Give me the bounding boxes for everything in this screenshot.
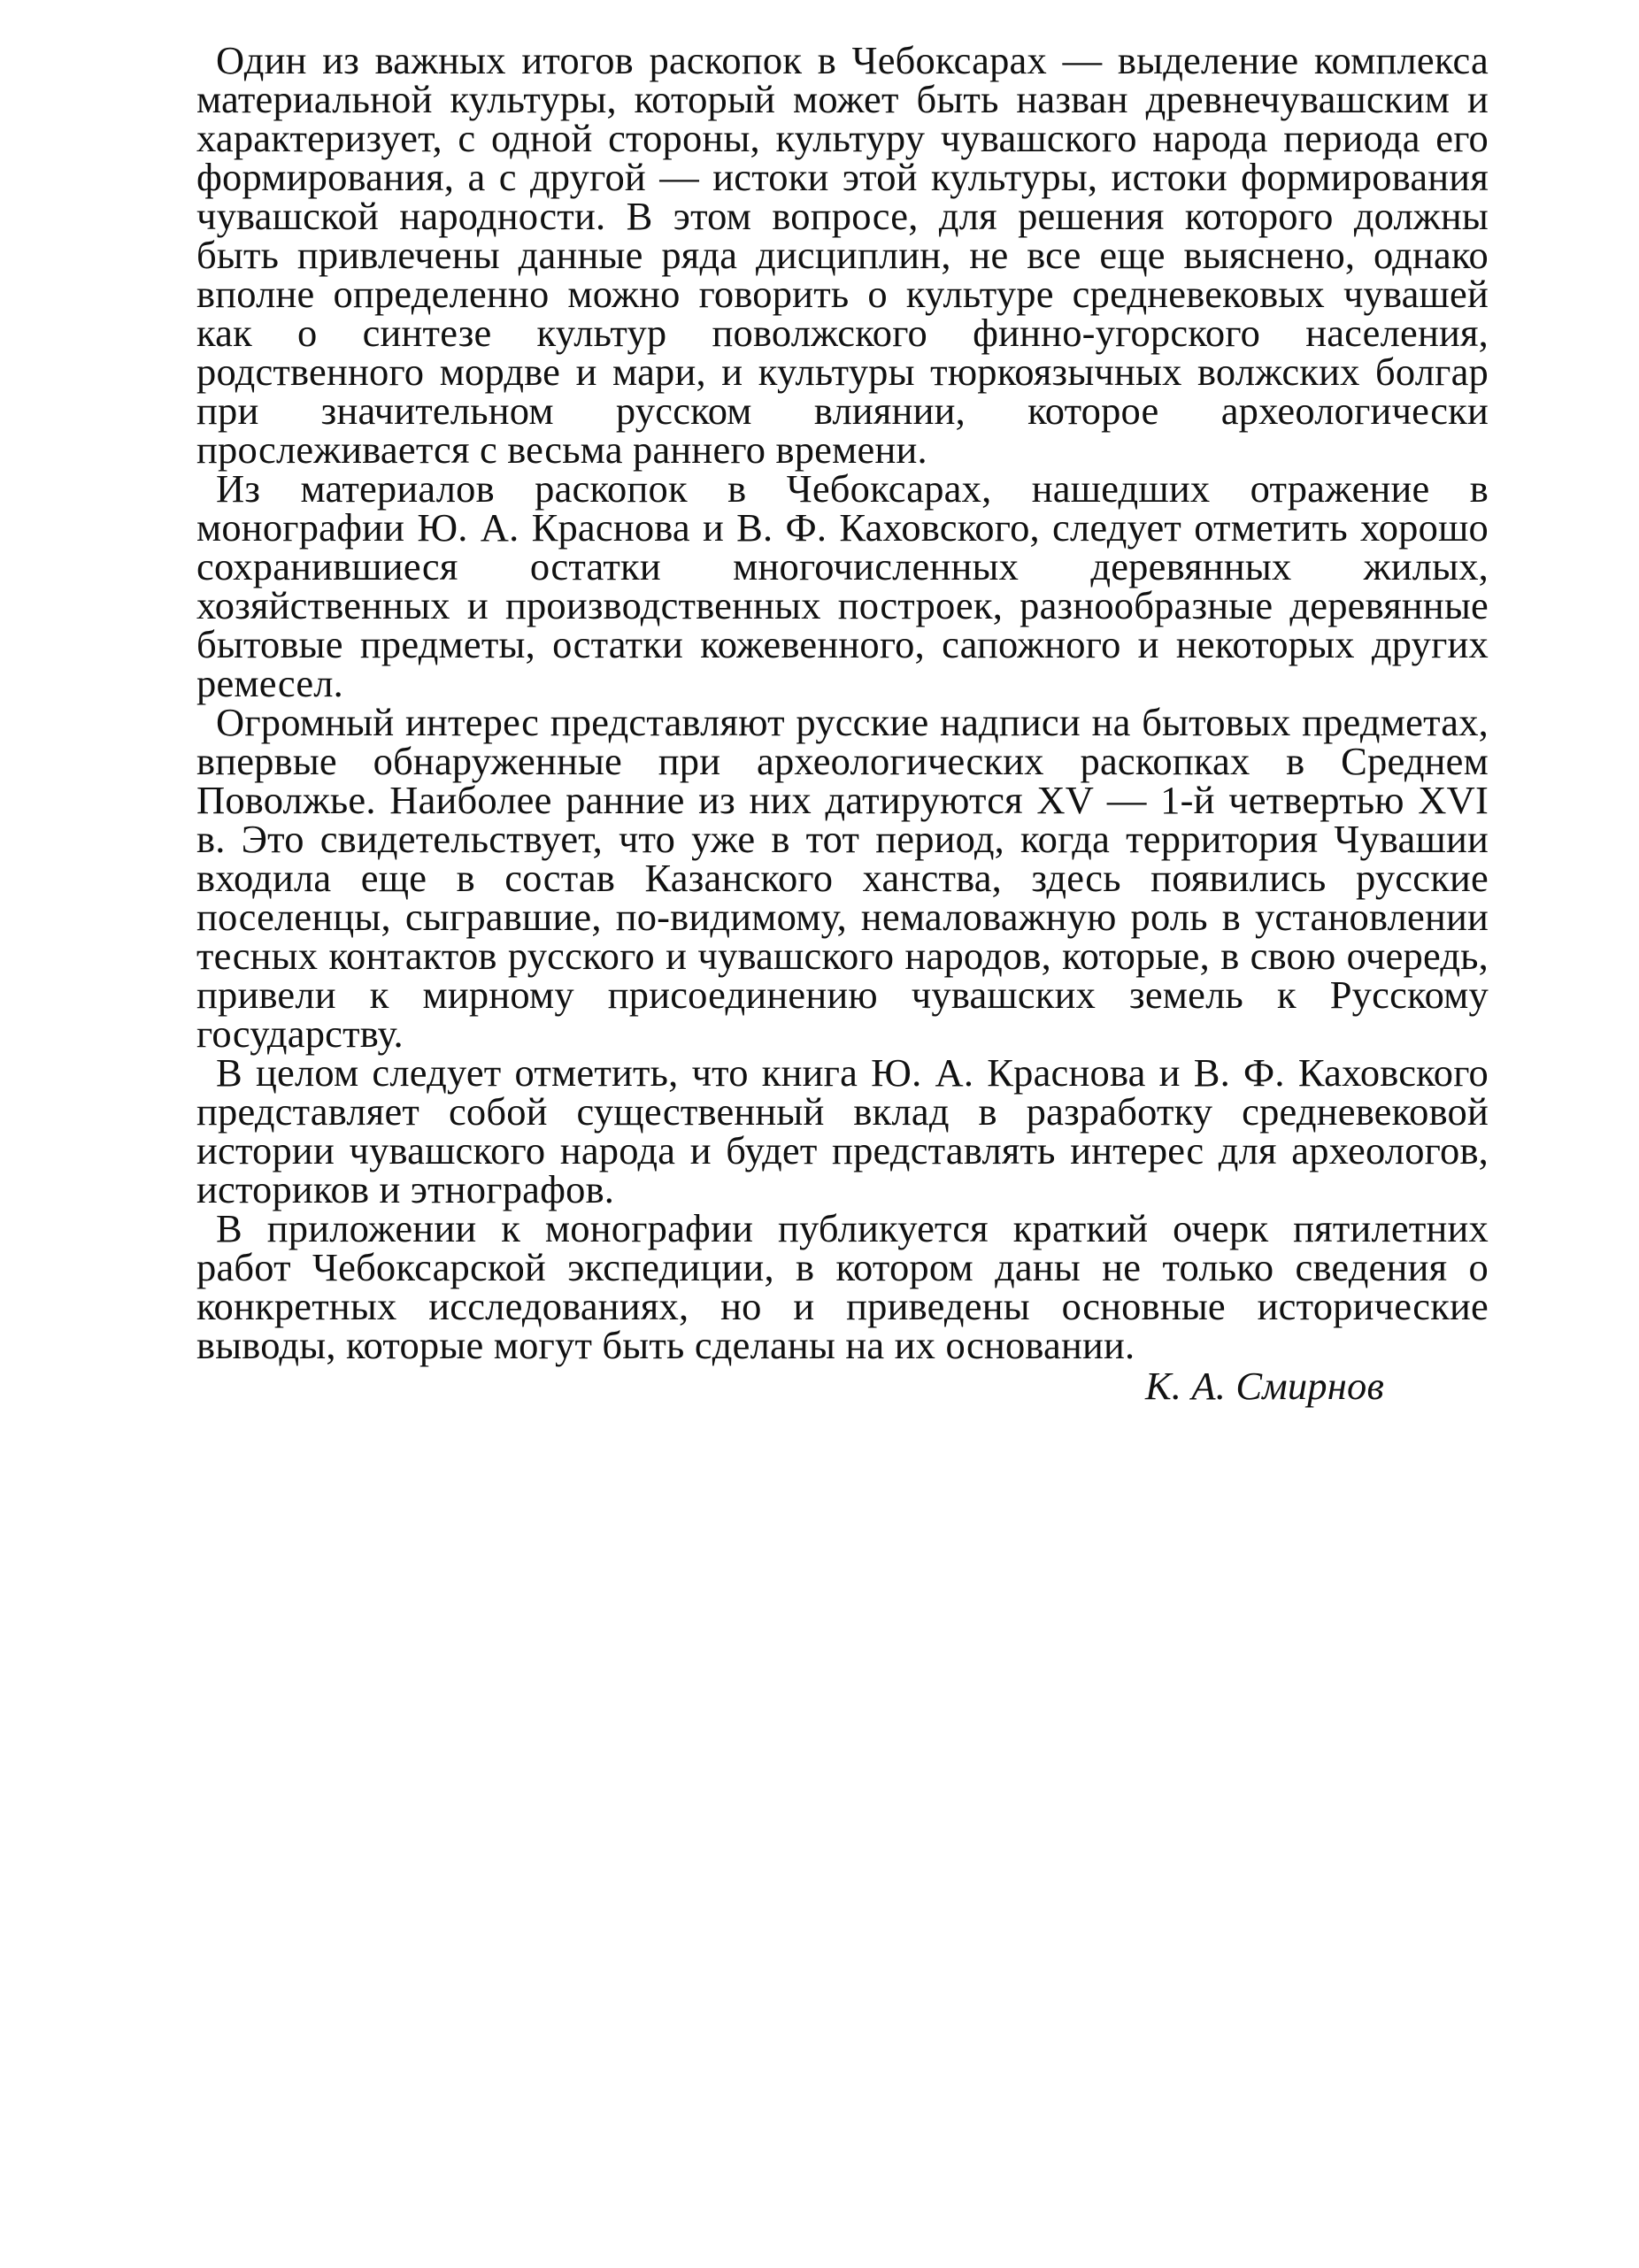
paragraph-2: Из материалов раскопок в Чебоксарах, нашедших отражение в монографии Ю. А. Краснова и В. Ф. Каховского, следует отметить хорошо сохранившиеся остатки многочисленных деревянных жилых, хозяйственных и производственных построек, разнообразные деревянные бытовые предметы, остатки кожевенного, сапожного и некоторых других ремесел.	[196, 466, 1489, 705]
author-signature: К. А. Смирнов	[1144, 1364, 1384, 1408]
paragraph-3: Огромный интерес представляют русские надписи на бытовых предметах, впервые обнаруженные при археологических раскопках в Среднем Поволжье. Наиболее ранние из них датируются XV — 1-й четвертью XVI в. Это свидетельствует, что уже в тот период, когда территория Чувашии входила еще в состав Казанского ханства, здесь появились русские поселенцы, сыгравшие, по-видимому, немаловажную роль в установлении тесных контактов русского и чувашского народов, которые, в свою очередь, привели к мирному присоединению чувашских земель к Русскому государству.	[196, 700, 1489, 1056]
paragraph-1: Один из важных итогов раскопок в Чебоксарах — выделение комплекса материальной культуры, который может быть назван древнечувашским и характеризует, с одной стороны, культуру чувашского народа периода его формирования, а с другой — истоки этой культуры, истоки формирования чувашской народности. В этом вопросе, для решения которого должны быть привлечены данные ряда дисциплин, не все еще выяснено, однако вполне определенно можно говорить о культуре средневековых чувашей как о синтезе культур поволжского финно-угорского населения, родственного мордве и мари, и культуры тюркоязычных волжских болгар при значительном русском влиянии, которое археологически прослеживается с весьма раннего времени.	[196, 38, 1489, 472]
paragraph-4: В целом следует отметить, что книга Ю. А. Краснова и В. Ф. Каховского представляет собой существенный вклад в разработку средневековой истории чувашского народа и будет представлять интерес для археологов, историков и этнографов.	[196, 1050, 1489, 1211]
article	[196, 38, 1489, 1408]
paragraph-5: В приложении к монографии публикуется краткий очерк пятилетних работ Чебоксарской экспедиции, в котором даны не только сведения о конкретных исследованиях, но и приведены основные исторические выводы, которые могут быть сделаны на их основании.	[196, 1206, 1489, 1367]
